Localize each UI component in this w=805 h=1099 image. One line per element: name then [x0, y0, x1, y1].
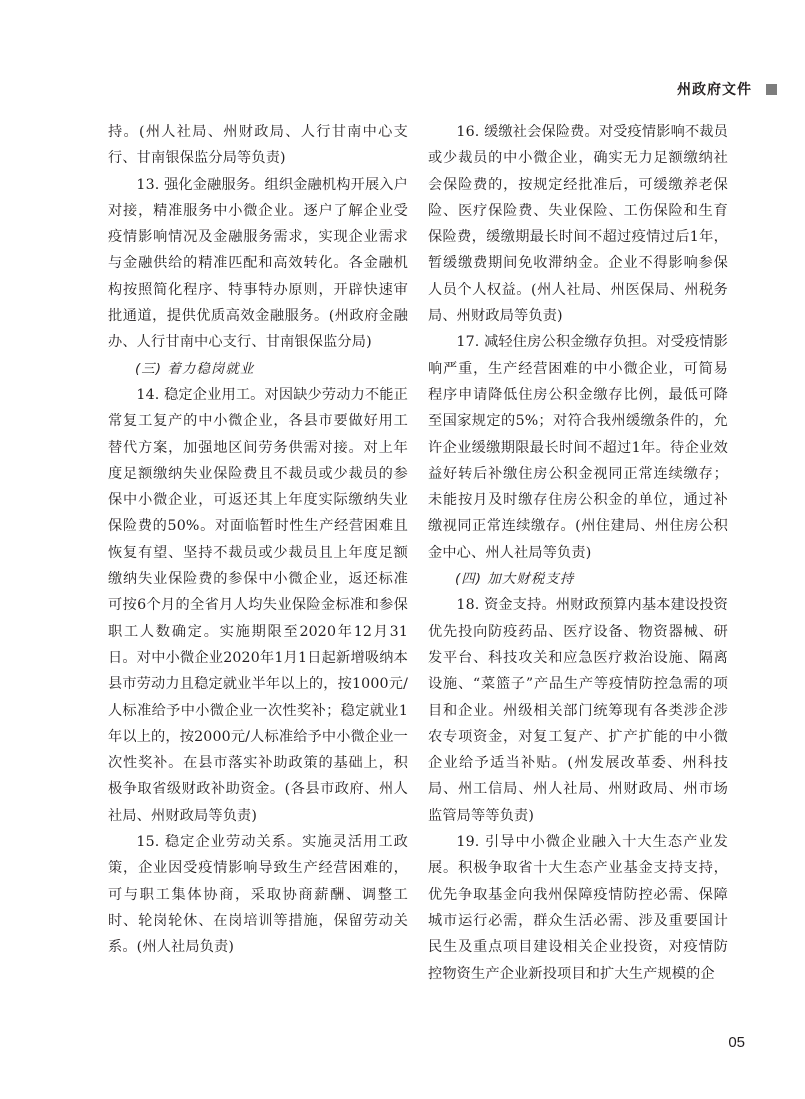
left-column — [108, 119, 408, 961]
paragraph-19: 19. 引导中小微企业融入十大生态产业发展。积极争取省十大生态产业基金支持支持，优先争取基金向我州保障疫情防控必需、保障城市运行必需，群众生活必需、涉及重要国计民生及重点项目建设相关企业投资，对疫情防控物资生产企业新投项目和扩大生产规模的企 — [428, 834, 728, 982]
paragraph-15: 15. 稳定企业劳动关系。实施灵活用工政策，企业因受疫情影响导致生产经营困难的，可与职工集体协商，采取协商薪酬、调整工时、轮岗轮休、在岗培训等措施，保留劳动关系。(州人社局负责) — [108, 834, 408, 956]
paragraph-17: 17. 减轻住房公积金缴存负担。对受疫情影响严重，生产经营困难的中小微企业，可简易程序申请降低住房公积金缴存比例，最低可降至国家规定的5%；对符合我州缓缴条件的，允许企业缓缴期限最长时间不超过1年。待企业效益好转后补缴住房公积金视同正常连续缴存；未能按月及时缴存住房公积金的单位，通过补缴视同正常连续缴存。(州住建局、州住房公积金中心、州人社局等负责) — [428, 334, 728, 561]
paragraph-14: 14. 稳定企业用工。对因缺少劳动力不能正常复工复产的中小微企业，各县市要做好用工替代方案，加强地区间劳务供需对接。对上年度足额缴纳失业保险费且不裁员或少裁员的参保中小微企业，可返还其上年度实际缴纳失业保险费的50%。对面临暂时性生产经营困难且恢复有望、坚持不裁员或少裁员且上年度足额缴纳失业保险费的参保中小微企业，返还标准可按6个月的全省月人均失业保险金标准和参保职工人数确定。实施期限至2020年12月31日。对中小微企业2020年1月1日起新增吸纳本县市劳动力且稳定就业半年以上的，按1000元/人标准给予中小微企业一次性奖补；稳定就业1年以上的，按2000元/人标准给予中小微企业一次性奖补。在县市落实补助政策的基础上，积极争取省级财政补助资金。(各县市政府、州人社局、州财政局等负责) — [108, 386, 408, 824]
paragraph-18: 18. 资金支持。州财政预算内基本建设投资优先投向防疫药品、医疗设备、物资器械、研发平台、科技攻关和应急医疗救治设施、隔离设施、“菜篮子”产品生产等疫情防控急需的项目和企业。州级相关部门统筹现有各类涉企涉农专项资金，对复工复产、扩产扩能的中小微企业给予适当补贴。(州发展改革委、州科技局、州工信局、州人社局、州财政局、州市场监管局等等负责) — [428, 597, 728, 824]
right-column — [428, 119, 728, 987]
paragraph-16: 16. 缓缴社会保险费。对受疫情影响不裁员或少裁员的中小微企业，确实无力足额缴纳社会保险费的，按规定经批准后，可缓缴养老保险、医疗保险费、失业保险、工伤保险和生育保险费，缓缴期最长时间不超过疫情过后1年，暂缓缴费期间免收滞纳金。企业不得影响参保人员个人权益。(州人社局、州医保局、州税务局、州财政局等负责) — [428, 124, 728, 325]
paragraph-13: 13. 强化金融服务。组织金融机构开展入户对接，精准服务中小微企业。逐户了解企业受疫情影响情况及金融服务需求，实现企业需求与金融供给的精准匹配和高效转化。各金融机构按照简化程序、特事特办原则，开辟快速审批通道，提供优质高效金融服务。(州政府金融办、人行甘南中心支行、甘南银保监分局) — [108, 176, 408, 351]
header-square-icon — [766, 84, 777, 95]
header-title: 州政府文件 — [677, 82, 752, 98]
section-heading-4: (四) 加大财税支持 — [455, 571, 575, 588]
paragraph-continuation: 持。(州人社局、州财政局、人行甘南中心支行、甘南银保监分局等负责) — [108, 124, 408, 167]
running-header — [677, 78, 777, 100]
section-heading-3: (三) 着力稳岗就业 — [135, 360, 255, 377]
page-number: 05 — [728, 1034, 745, 1051]
